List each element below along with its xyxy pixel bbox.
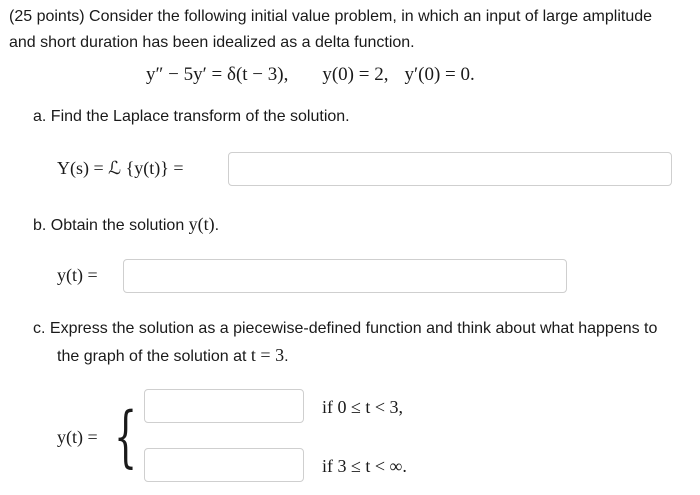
part-c-label-line-2-end: . bbox=[284, 348, 289, 365]
part-a-label: a. Find the Laplace transform of the solution. bbox=[33, 108, 350, 125]
initial-condition-2: y′(0) = 0. bbox=[404, 64, 475, 85]
part-b-label-end: . bbox=[214, 217, 220, 234]
laplace-transform-input[interactable] bbox=[228, 152, 672, 186]
part-b-label-math: y(t) bbox=[188, 214, 215, 234]
part-b-label bbox=[33, 214, 219, 235]
piecewise-case-1-input[interactable] bbox=[144, 389, 304, 423]
case-1-condition: if 0 ≤ t < 3, bbox=[322, 397, 404, 417]
part-c-label-line-2-math: t = 3 bbox=[250, 345, 285, 365]
part-c-label-line-2 bbox=[57, 345, 289, 366]
part-c-label-line-2-text: the graph of the solution at bbox=[57, 348, 251, 365]
part-b-lhs: y(t) = bbox=[57, 265, 98, 285]
intro-line-1: (25 points) Consider the following initial value problem, in which an input of large amplitude bbox=[9, 8, 653, 25]
piecewise-brace: { bbox=[114, 398, 138, 475]
part-a-lhs: Y(s) = ℒ {y(t)} = bbox=[57, 158, 184, 178]
ivp-equation bbox=[146, 64, 475, 86]
part-b-label-text: b. Obtain the solution bbox=[33, 217, 189, 234]
case-2-condition: if 3 ≤ t < ∞. bbox=[322, 456, 407, 476]
piecewise-case-2-input[interactable] bbox=[144, 448, 304, 482]
solution-input[interactable] bbox=[123, 259, 567, 293]
problem-statement bbox=[9, 4, 699, 56]
part-c-label-line-1: c. Express the solution as a piecewise-defined function and think about what happens to bbox=[33, 320, 658, 337]
intro-line-2: and short duration has been idealized as a delta function. bbox=[9, 34, 415, 51]
part-c-lhs: y(t) = bbox=[57, 427, 98, 447]
ode: y″ − 5y′ = δ(t − 3), bbox=[146, 64, 289, 85]
initial-condition-1: y(0) = 2, bbox=[322, 64, 389, 85]
